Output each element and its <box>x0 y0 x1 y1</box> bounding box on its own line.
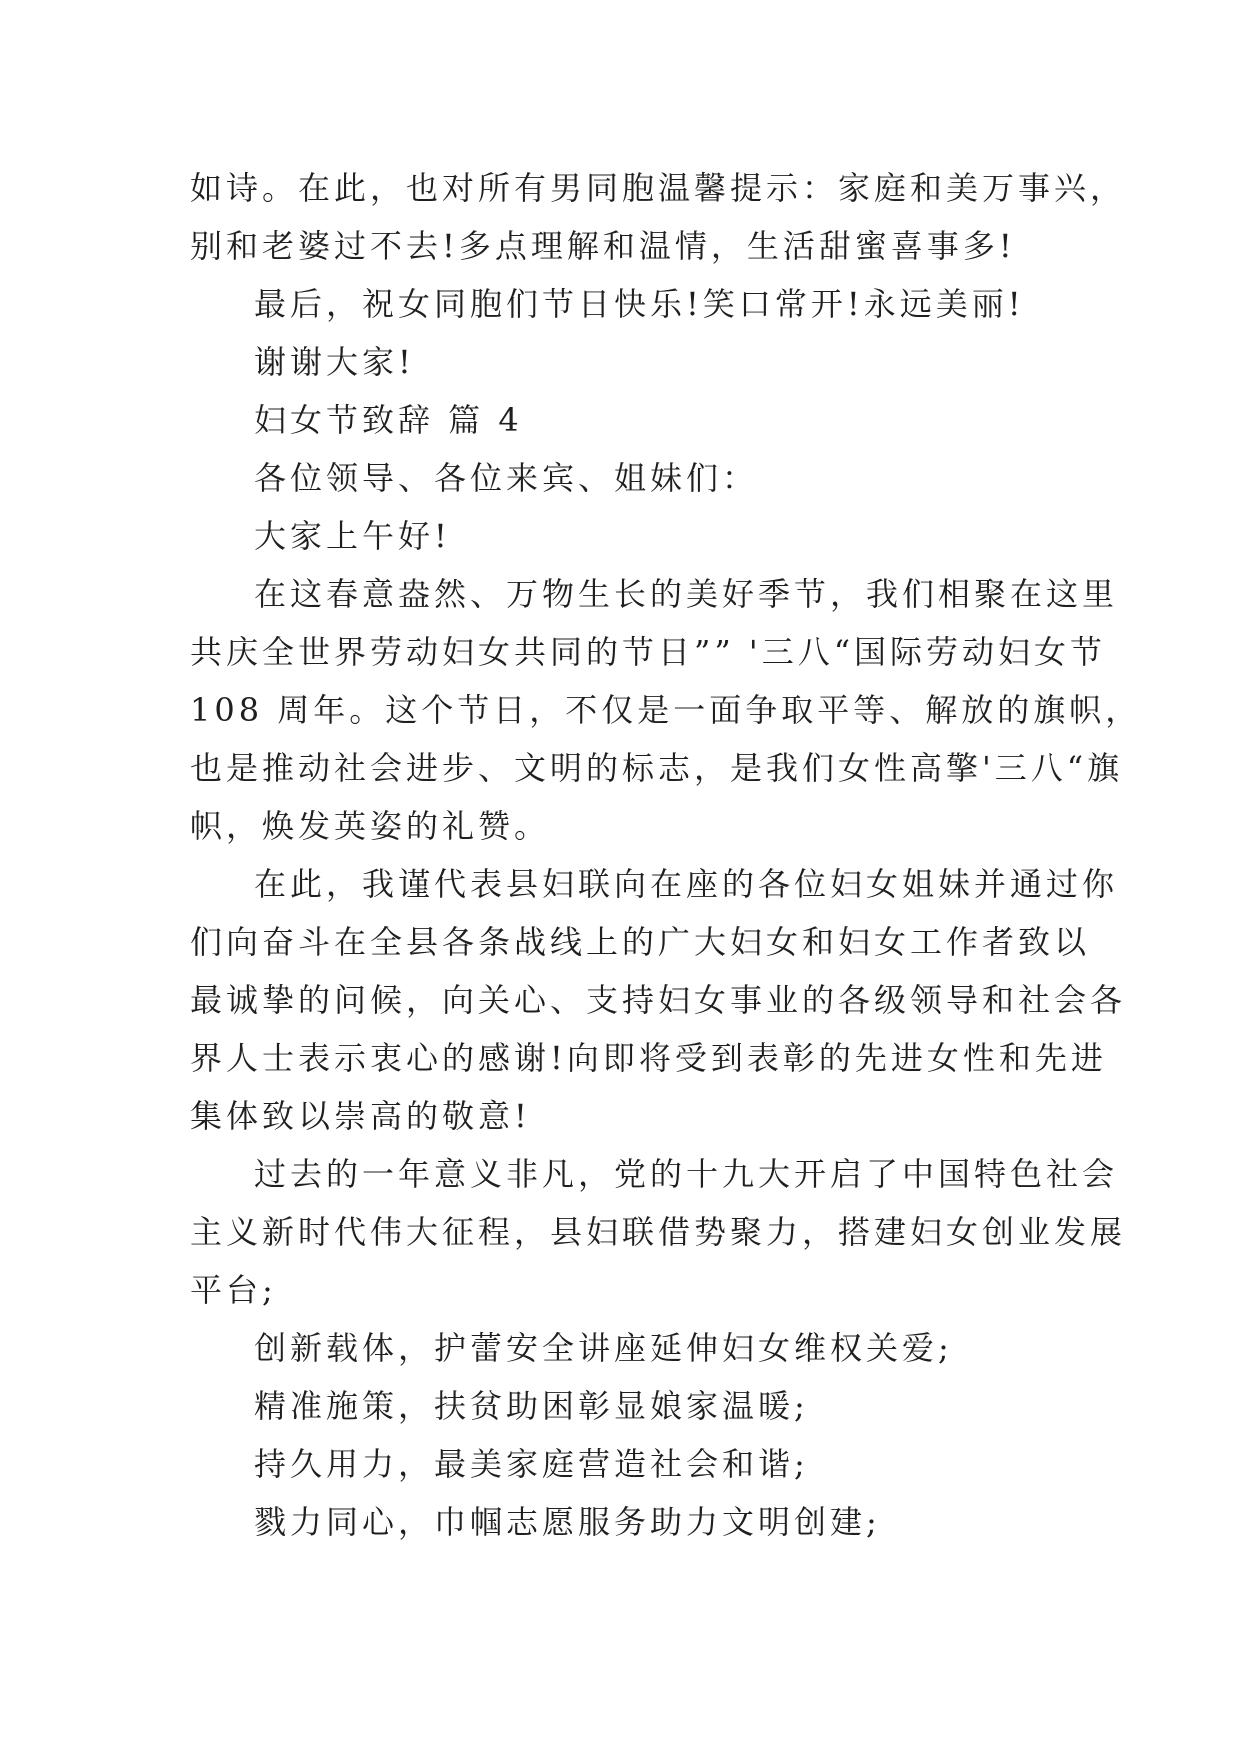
text-line: 过去的一年意义非凡，党的十九大开启了中国特色社会 <box>254 1155 1119 1193</box>
section-heading: 妇女节致辞 篇 4 <box>254 401 523 439</box>
text-line: 也是推动社会进步、文明的标志，是我们女性高擎'三八“旗 <box>190 749 1124 787</box>
text-line: 大家上午好! <box>254 517 451 555</box>
salutation: 各位领导、各位来宾、姐妹们： <box>254 459 759 497</box>
text-line: 主义新时代伟大征程，县妇联借势聚力，搭建妇女创业发展 <box>190 1213 1127 1251</box>
text-line: 谢谢大家! <box>254 343 415 381</box>
text-line: 在这春意盎然、万物生长的美好季节，我们相聚在这里 <box>254 575 1119 613</box>
text-line: 在此，我谨代表县妇联向在座的各位妇女姐妹并通过你 <box>254 865 1119 903</box>
text-line: 108 周年。这个节日，不仅是一面争取平等、解放的旗帜， <box>190 691 1142 729</box>
text-line: 别和老婆过不去!多点理解和温情，生活甜蜜喜事多! <box>190 227 1016 265</box>
text-line: 平台; <box>190 1271 277 1309</box>
text-line: 帜，焕发英姿的礼赞。 <box>190 807 551 845</box>
text-line: 最诚挚的问候，向关心、支持妇女事业的各级领导和社会各 <box>190 981 1127 1019</box>
text-line: 集体致以崇高的敬意! <box>190 1097 531 1135</box>
text-line: 共庆全世界劳动妇女共同的节日”” '三八“国际劳动妇女节 <box>190 633 1107 671</box>
text-line: 如诗。在此，也对所有男同胞温馨提示：家庭和美万事兴， <box>190 169 1127 207</box>
text-line: 界人士表示衷心的感谢!向即将受到表彰的先进女性和先进 <box>190 1039 1107 1077</box>
text-line: 创新载体，护蕾安全讲座延伸妇女维权关爱; <box>254 1329 953 1367</box>
text-line: 们向奋斗在全县各条战线上的广大妇女和妇女工作者致以 <box>190 923 1091 961</box>
text-line: 最后，祝女同胞们节日快乐!笑口常开!永远美丽! <box>254 285 1025 323</box>
text-line: 持久用力，最美家庭营造社会和谐; <box>254 1445 809 1483</box>
text-line: 精准施策，扶贫助困彰显娘家温暖; <box>254 1387 809 1425</box>
text-line: 戮力同心，巾帼志愿服务助力文明创建; <box>254 1503 881 1541</box>
